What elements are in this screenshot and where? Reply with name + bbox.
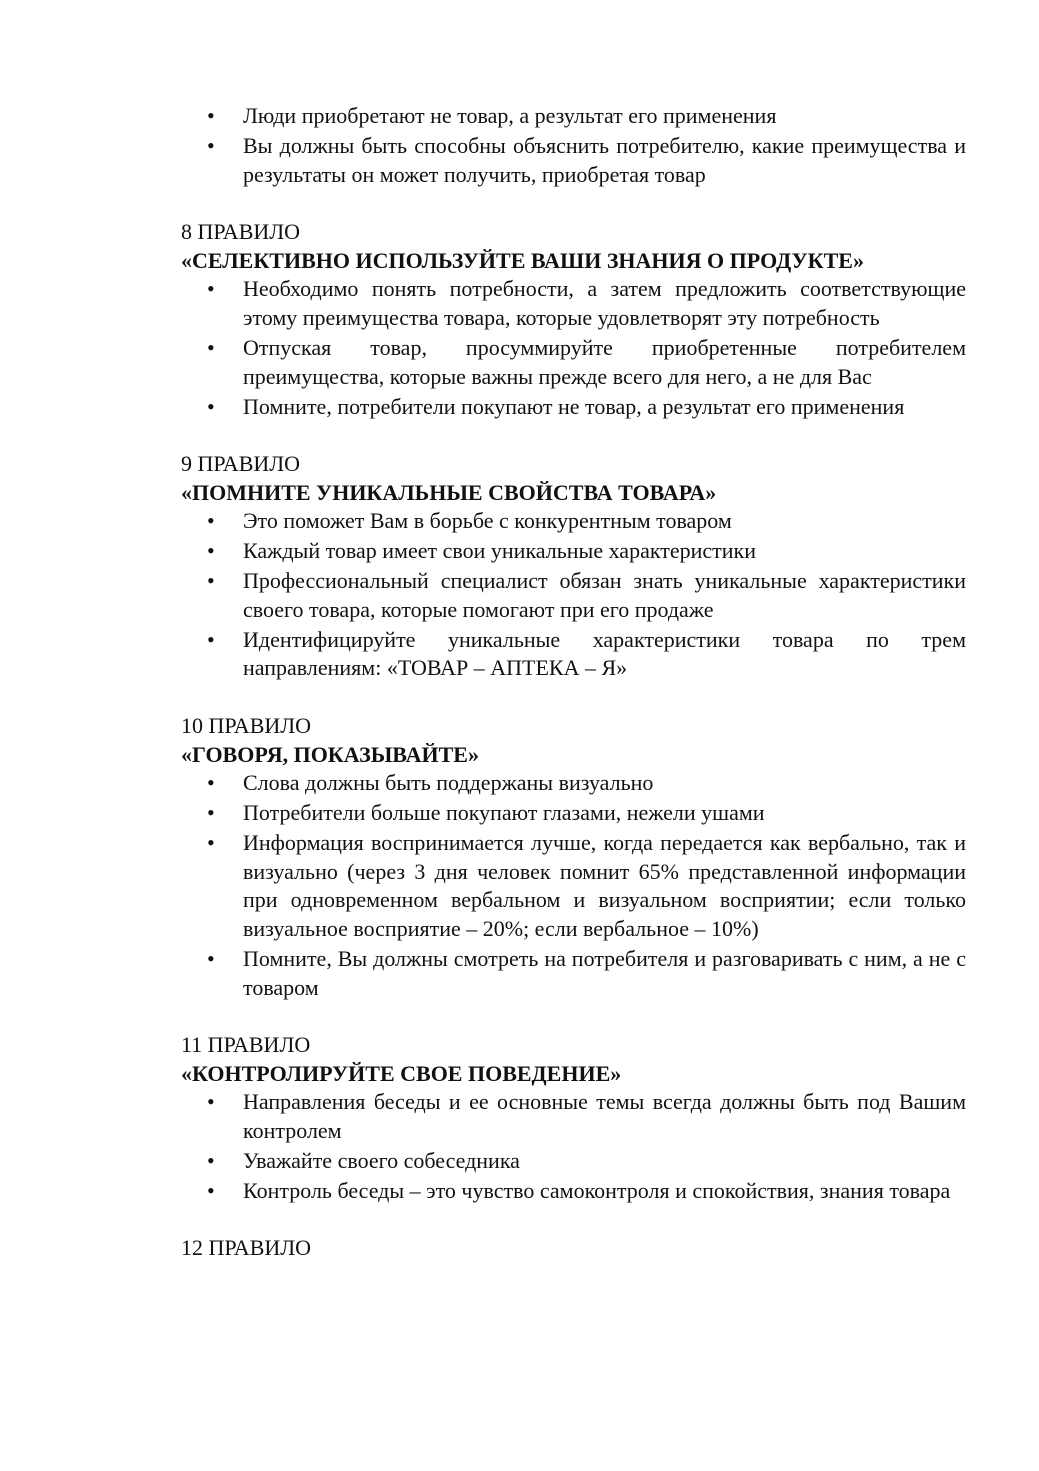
- list-item: • Каждый товар имеет свои уникальные характеристики: [243, 537, 966, 566]
- intro-bullet-list: [181, 102, 966, 189]
- list-item: • Потребители больше покупают глазами, нежели ушами: [243, 799, 966, 828]
- list-item: • Информация воспринимается лучше, когда передается как вербально, так и визуально (через 3 дня человек помнит 65% представленной информации при одновременном вербальном и визуальном восприятии; если только визуальное восприятие – 20%; если вербальное – 10%): [243, 829, 966, 943]
- rule-9-section: [181, 450, 966, 683]
- list-item: • Направления беседы и ее основные темы всегда должны быть под Вашим контролем: [243, 1088, 966, 1145]
- rule-bullet-list: [181, 1088, 966, 1205]
- rule-10-section: [181, 712, 966, 1002]
- rule-title: «СЕЛЕКТИВНО ИСПОЛЬЗУЙТЕ ВАШИ ЗНАНИЯ О ПРОДУКТЕ»: [181, 247, 864, 273]
- list-item: • Слова должны быть поддержаны визуально: [243, 769, 966, 798]
- rule-number: 9 ПРАВИЛО: [181, 451, 301, 477]
- rule-number: 8 ПРАВИЛО: [181, 219, 301, 245]
- rule-number: 11 ПРАВИЛО: [181, 1032, 311, 1058]
- rule-bullet-list: [181, 769, 966, 1002]
- rule-title: «ГОВОРЯ, ПОКАЗЫВАЙТЕ»: [181, 741, 479, 767]
- list-item: • Помните, потребители покупают не товар, а результат его применения: [243, 393, 966, 422]
- page-content: [181, 102, 966, 1263]
- list-item: • Контроль беседы – это чувство самоконтроля и спокойствия, знания товара: [243, 1177, 966, 1206]
- list-item: • Профессиональный специалист обязан знать уникальные характеристики своего товара, которые помогают при его продаже: [243, 567, 966, 624]
- rule-bullet-list: [181, 507, 966, 683]
- rule-12-section: [181, 1234, 966, 1263]
- rule-bullet-list: [181, 275, 966, 421]
- list-item: • Необходимо понять потребности, а затем предложить соответствующие этому преимущества товара, которые удовлетворят эту потребность: [243, 275, 966, 332]
- list-item: • Вы должны быть способны объяснить потребителю, какие преимущества и результаты он может получить, приобретая товар: [243, 132, 966, 189]
- rule-number: 10 ПРАВИЛО: [181, 713, 312, 739]
- list-item: • Это поможет Вам в борьбе с конкурентным товаром: [243, 507, 966, 536]
- list-item: • Помните, Вы должны смотреть на потребителя и разговаривать с ним, а не с товаром: [243, 945, 966, 1002]
- list-item: • Идентифицируйте уникальные характеристики товара по трем направлениям: «ТОВАР – АПТЕКА – Я»: [243, 626, 966, 683]
- rule-number: 12 ПРАВИЛО: [181, 1235, 312, 1261]
- rule-title: «ПОМНИТЕ УНИКАЛЬНЫЕ СВОЙСТВА ТОВАРА»: [181, 479, 717, 505]
- rule-title: «КОНТРОЛИРУЙТЕ СВОЕ ПОВЕДЕНИЕ»: [181, 1060, 622, 1086]
- list-item: • Отпуская товар, просуммируйте приобретенные потребителем преимущества, которые важны прежде всего для него, а не для Вас: [243, 334, 966, 391]
- list-item: • Уважайте своего собеседника: [243, 1147, 966, 1176]
- rule-8-section: [181, 218, 966, 421]
- list-item: • Люди приобретают не товар, а результат его применения: [243, 102, 966, 131]
- rule-11-section: [181, 1031, 966, 1205]
